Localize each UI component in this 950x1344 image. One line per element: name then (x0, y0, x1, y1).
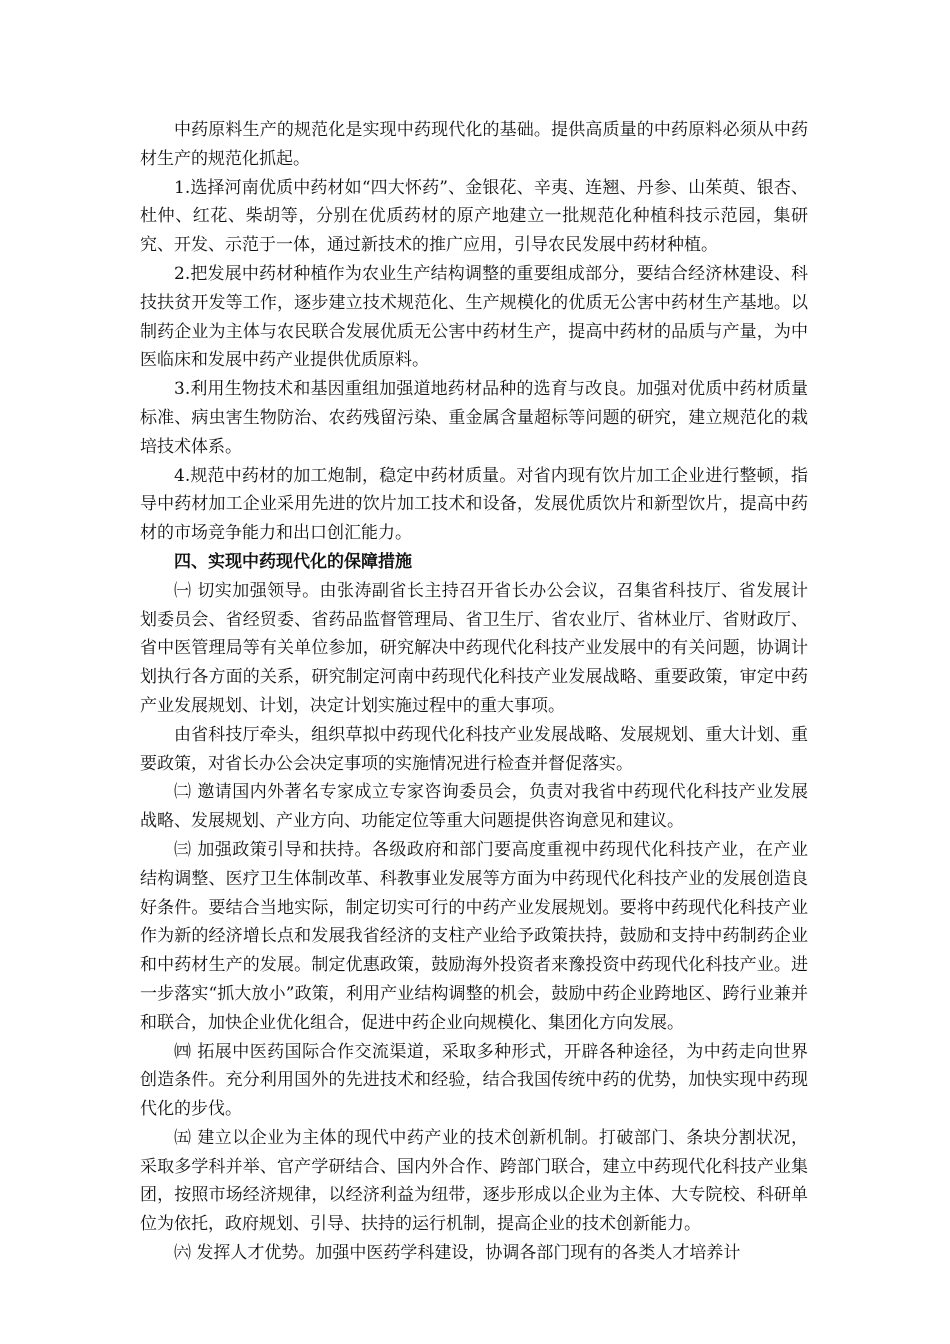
paragraph-measure-4: ㈣ 拓展中医药国际合作交流渠道，采取多种形式，开辟各种途径，为中药走向世界创造条件。充分利用国外的先进技术和经验，结合我国传统中药的优势，加快实现中药现代化的步伐。 (140, 1041, 808, 1120)
document-page (140, 116, 808, 1268)
paragraph-measure-5: ㈤ 建立以企业为主体的现代中药产业的技术创新机制。打破部门、条块分割状况，采取多学科并举、官产学研结合、国内外合作、跨部门联合，建立中药现代化科技产业集团，按照市场经济规律，以经济利益为纽带，逐步形成以企业为主体、大专院校、科研单位为依托，政府规划、引导、扶持的运行机制，提高企业的技术创新能力。 (140, 1127, 808, 1235)
paragraph-measure-6: ㈥ 发挥人才优势。加强中医药学科建设，协调各部门现有的各类人才培养计 (174, 1243, 741, 1264)
paragraph-item-3: 3.利用生物技术和基因重组加强道地药材品种的选育与改良。加强对优质中药材质量标准、病虫害生物防治、农药残留污染、重金属含量超标等问题的研究，建立规范化的栽培技术体系。 (140, 379, 808, 457)
paragraph-item-2: 2.把发展中药材种植作为农业生产结构调整的重要组成部分，要结合经济林建设、科技扶贫开发等工作，逐步建立技术规范化、生产规模化的优质无公害中药材生产基地。以制药企业为主体与农民联合发展优质无公害中药材生产，提高中药材的品质与产量，为中医临床和发展中药产业提供优质原料。 (140, 263, 808, 371)
paragraph-measure-1: ㈠ 切实加强领导。由张涛副省长主持召开省长办公会议，召集省科技厅、省发展计划委员会、省经贸委、省药品监督管理局、省卫生厅、省农业厅、省林业厅、省财政厅、省中医管理局等有关单位参加，研究解决中药现代化科技产业发展中的有关问题，协调计划执行各方面的关系，研究制定河南中药现代化科技产业发展战略、重要政策，审定中药产业发展规划、计划，决定计划实施过程中的重大事项。 (140, 580, 808, 716)
paragraph-intro: 中药原料生产的规范化是实现中药现代化的基础。提供高质量的中药原料必须从中药材生产的规范化抓起。 (140, 120, 808, 169)
paragraph-measure-3: ㈢ 加强政策引导和扶持。各级政府和部门要高度重视中药现代化科技产业，在产业结构调整、医疗卫生体制改革、科教事业发展等方面为中药现代化科技产业的发展创造良好条件。要结合当地实际，制定切实可行的中药产业发展规划。要将中药现代化科技产业作为新的经济增长点和发展我省经济的支柱产业给予政策扶持，鼓励和支持中药制药企业和中药材生产的发展。制定优惠政策，鼓励海外投资者来豫投资中药现代化科技产业。进一步落实“抓大放小”政策，利用产业结构调整的机会，鼓励中药企业跨地区、跨行业兼并和联合，加快企业优化组合，促进中药企业向规模化、集团化方向发展。 (140, 839, 808, 1033)
paragraph-measure-1-cont: 由省科技厅牵头，组织草拟中药现代化科技产业发展战略、发展规划、重大计划、重要政策，对省长办公会决定事项的实施情况进行检查并督促落实。 (140, 724, 808, 774)
paragraph-item-1: 1.选择河南优质中药材如“四大怀药”、金银花、辛夷、连翘、丹参、山茱萸、银杏、杜仲、红花、柴胡等，分别在优质药材的原产地建立一批规范化种植科技示范园，集研究、开发、示范于一体，通过新技术的推广应用，引导农民发展中药材种植。 (140, 177, 808, 256)
paragraph-item-4: 4.规范中药材的加工炮制，稳定中药材质量。对省内现有饮片加工企业进行整顿，指导中药材加工企业采用先进的饮片加工技术和设备，发展优质饮片和新型饮片，提高中药材的市场竞争能力和出口创汇能力。 (140, 465, 808, 544)
paragraph-measure-2: ㈡ 邀请国内外著名专家成立专家咨询委员会，负责对我省中药现代化科技产业发展战略、发展规划、产业方向、功能定位等重大问题提供咨询意见和建议。 (140, 782, 808, 832)
section-heading: 四、实现中药现代化的保障措施 (174, 551, 412, 572)
